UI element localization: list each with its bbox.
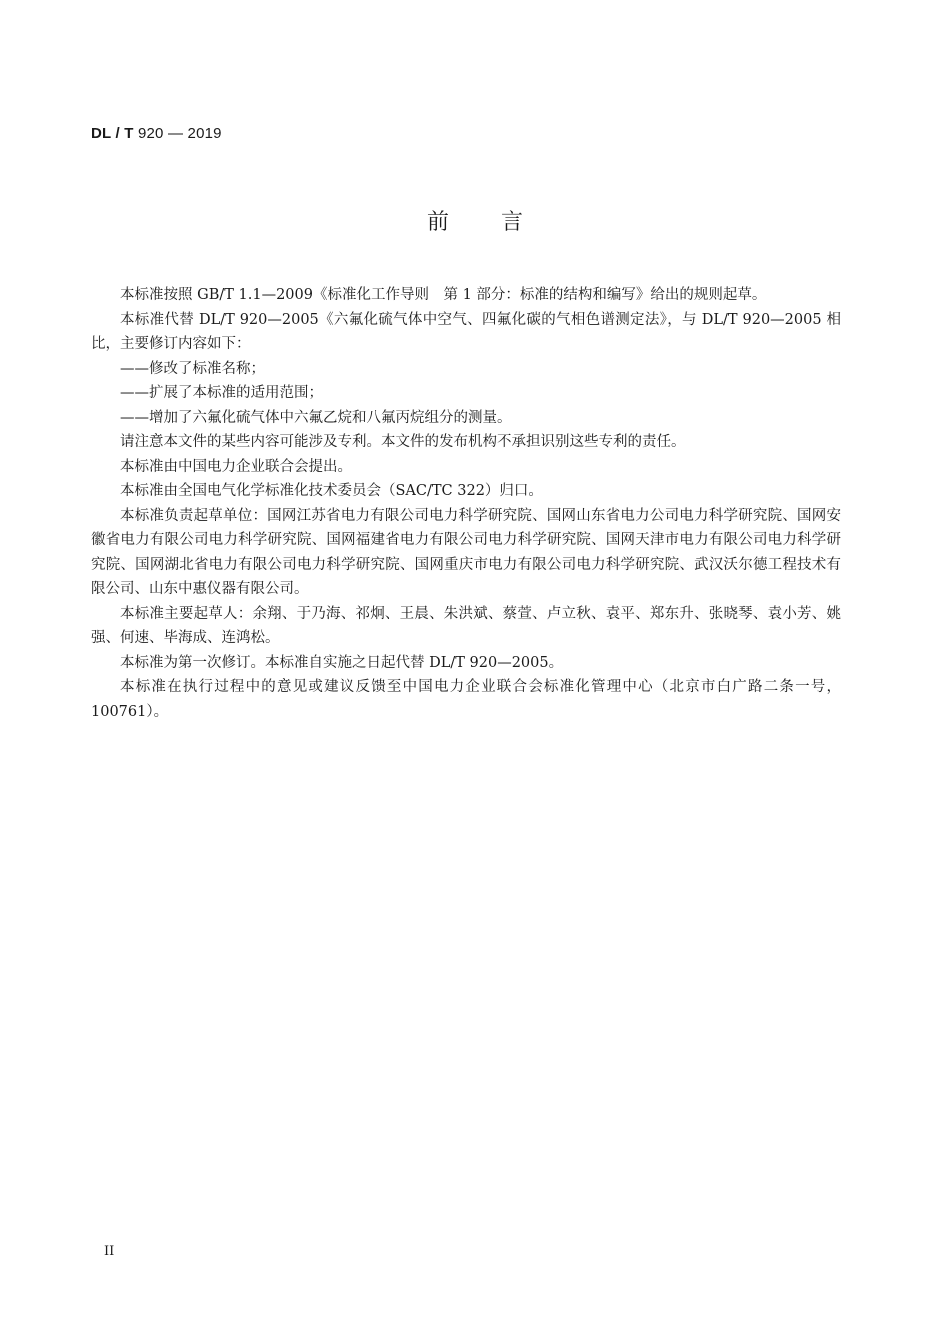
paragraph-feedback: 本标准在执行过程中的意见或建议反馈至中国电力企业联合会标准化管理中心（北京市白广路二条一号，100761）。 (91, 679, 841, 720)
page-title: 前言 (426, 210, 575, 235)
paragraph-committee: 本标准由全国电气化学标准化技术委员会（SAC/TC 322）归口。 (120, 483, 543, 499)
standard-number: 920 — 2019 (137, 125, 222, 142)
document-header (91, 125, 222, 142)
paragraph-drafting-rules: 本标准按照 GB/T 1.1—2009《标准化工作导则 第 1 部分：标准的结构和编写》给出的规则起草。 (120, 287, 767, 303)
paragraph-patent-notice: 请注意本文件的某些内容可能涉及专利。本文件的发布机构不承担识别这些专利的责任。 (120, 434, 686, 450)
page-number: II (104, 1244, 115, 1259)
paragraph-drafting-units: 本标准负责起草单位：国网江苏省电力有限公司电力科学研究院、国网山东省电力公司电力科学研究院、国网安徽省电力有限公司电力科学研究院、国网福建省电力有限公司电力科学研究院、国网天津市电力有限公司电力科学研究院、国网湖北省电力有限公司电力科学研究院、国网重庆市电力有限公司电力科学研究院、武汉沃尔德工程技术有限公司、山东中惠仪器有限公司。 (91, 507, 841, 597)
paragraph-drafters: 本标准主要起草人：余翔、于乃海、祁炯、王晨、朱洪斌、蔡萱、卢立秋、袁平、郑东升、张晓琴、袁小芳、姚强、何速、毕海成、连鸿松。 (91, 605, 841, 646)
paragraph-replacement: 本标准代替 DL/T 920—2005《六氟化硫气体中空气、四氟化碳的气相色谱测定法》，与 DL/T 920—2005 相比，主要修订内容如下： (91, 311, 841, 352)
paragraph-revision: 本标准为第一次修订。本标准自实施之日起代替 DL/T 920—2005。 (120, 654, 564, 671)
paragraph-proposer: 本标准由中国电力企业联合会提出。 (120, 458, 352, 475)
list-item: ——扩展了本标准的适用范围； (120, 385, 323, 401)
standard-code: DL / T (91, 125, 134, 142)
list-item: ——修改了标准名称； (120, 360, 265, 377)
list-item: ——增加了六氟化硫气体中六氟乙烷和八氟丙烷组分的测量。 (120, 409, 512, 426)
foreword-body (91, 283, 841, 724)
